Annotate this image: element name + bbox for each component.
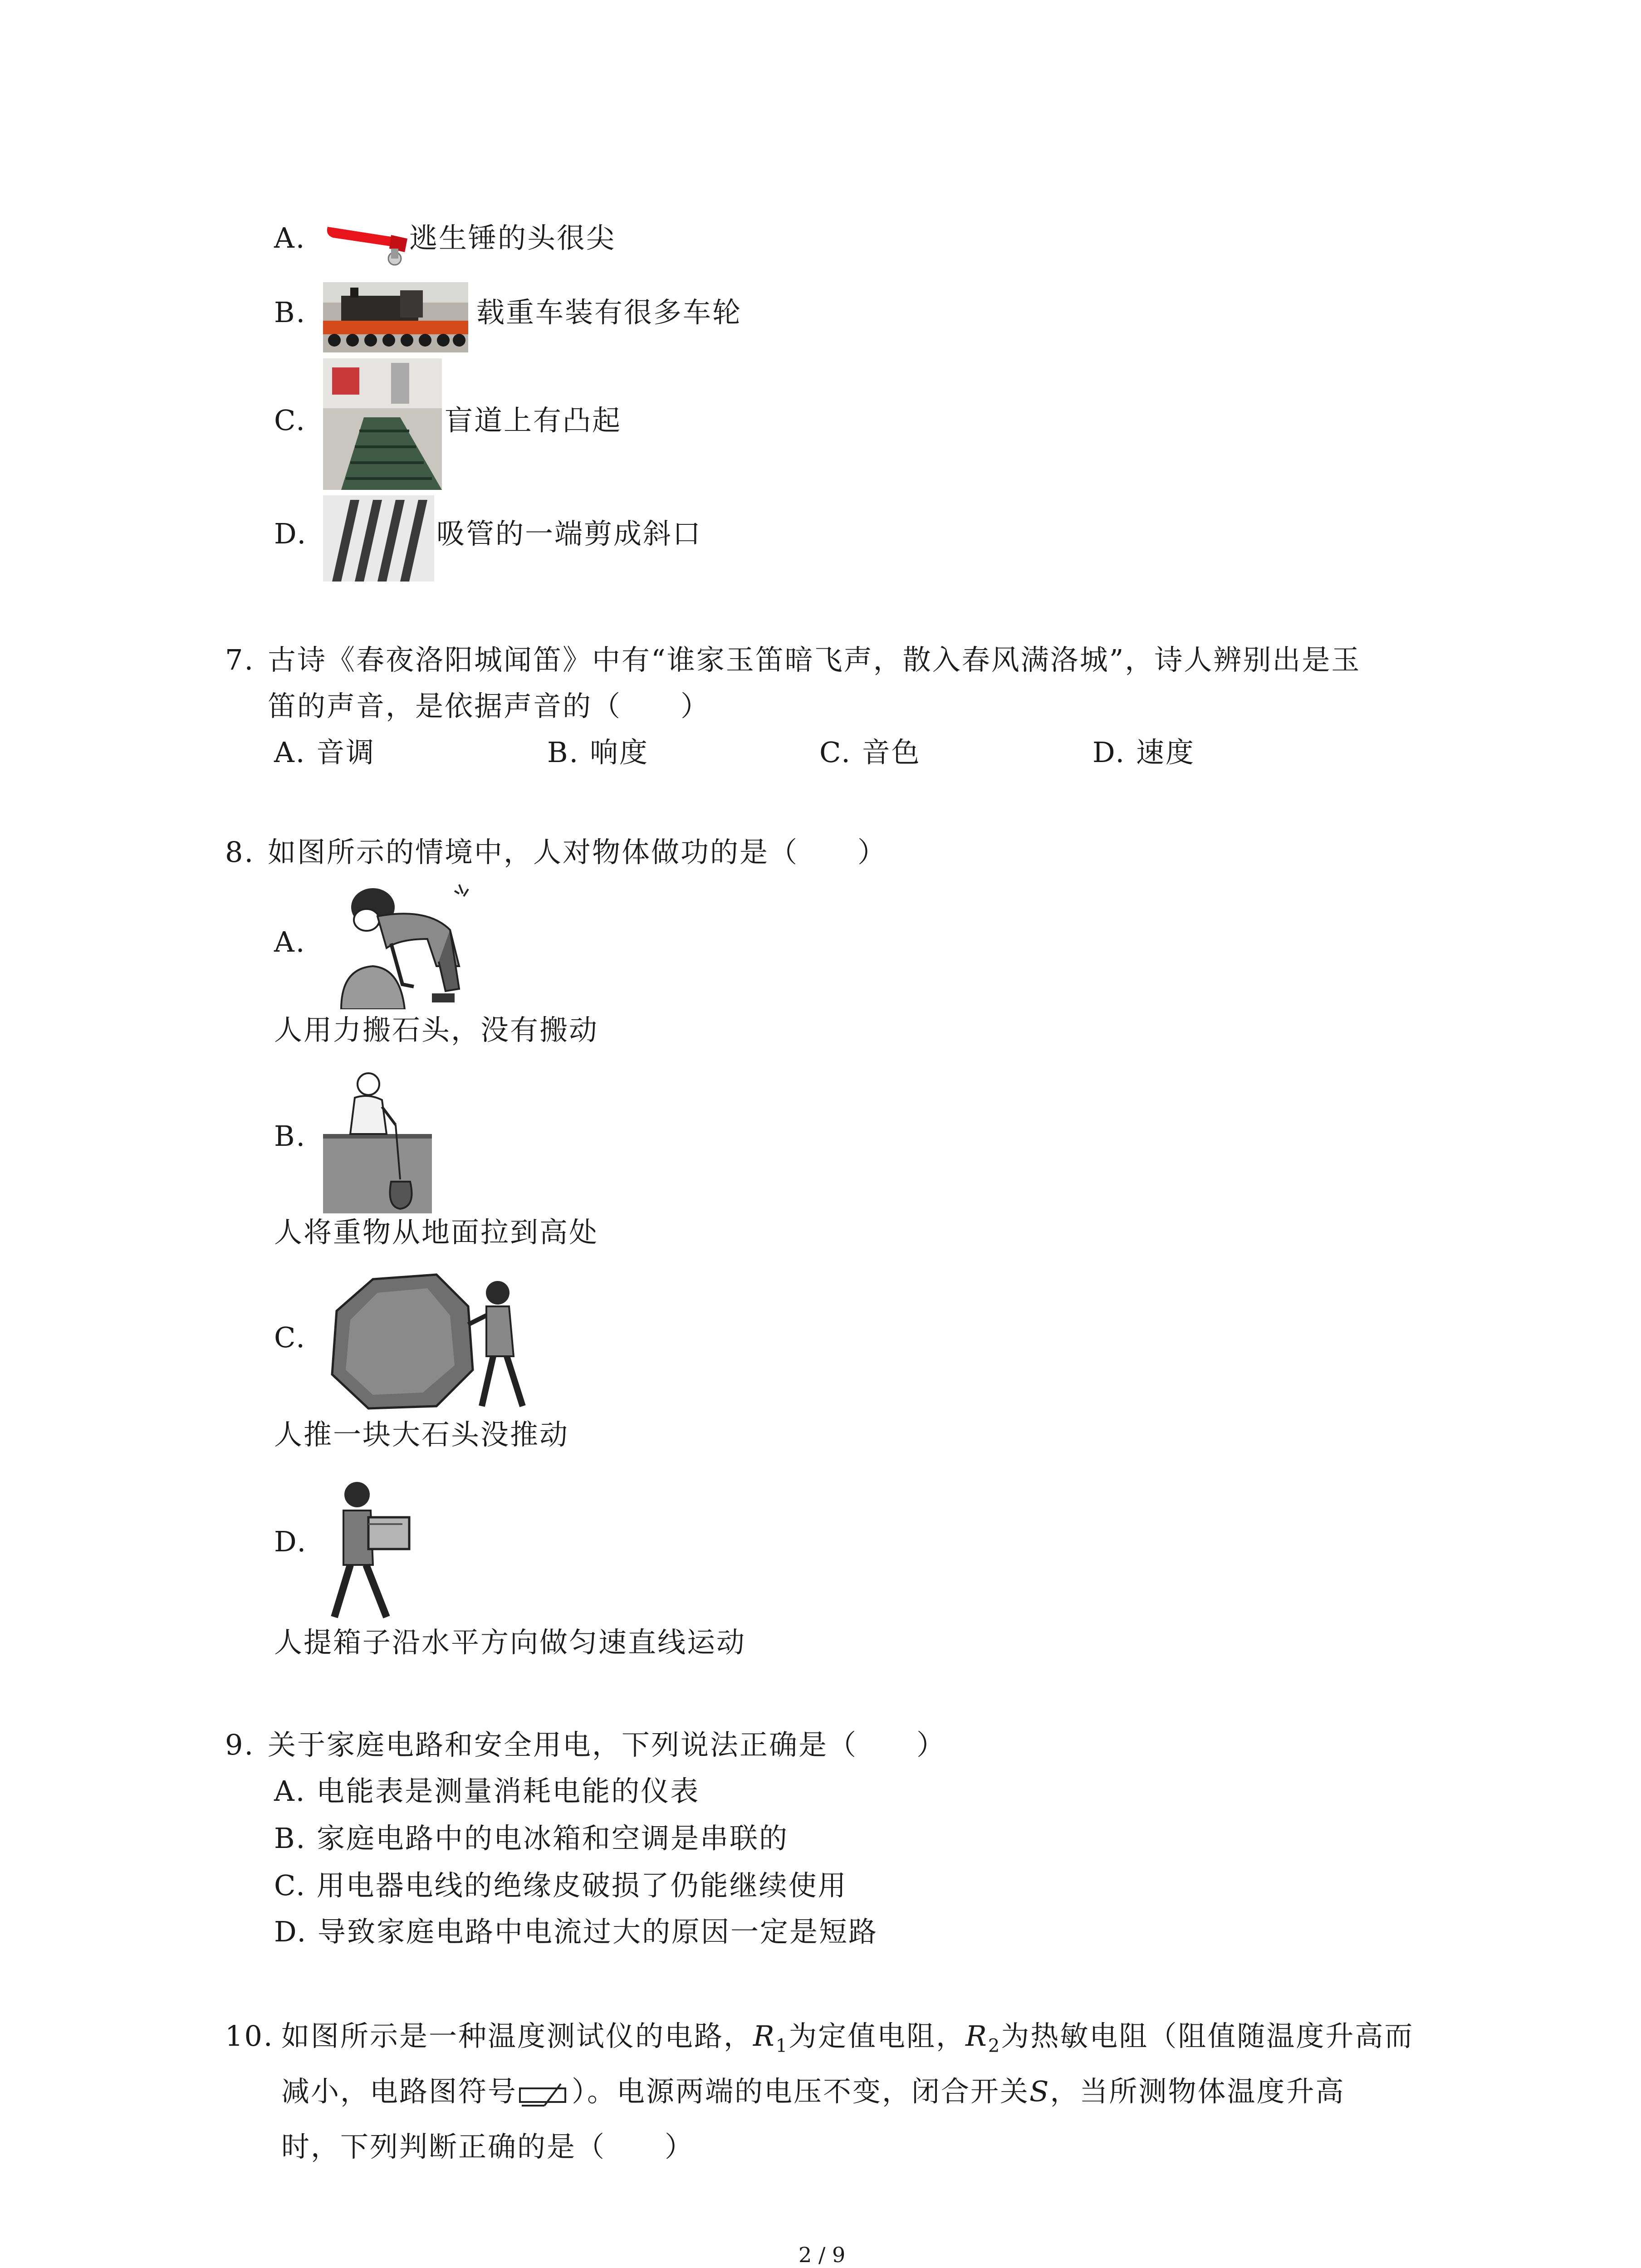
person-carrying-box-icon <box>323 1474 427 1624</box>
q6-option-b-letter: B. <box>274 296 307 329</box>
q6-option-a-letter: A. <box>274 221 306 254</box>
q8-option-d-caption: 人提箱子沿水平方向做匀速直线运动 <box>274 1626 746 1659</box>
q10-stem-line2: 减小，电路图符号 ）。电源两端的电压不变，闭合开关S，当所测物体温度升高 <box>281 2075 1345 2108</box>
person-pushing-boulder-icon <box>323 1270 541 1413</box>
q7-stem-line1: 古诗《春夜洛阳城闻笛》中有“谁家玉笛暗飞声，散入春风满洛城”，诗人辨别出是玉 <box>268 643 1361 676</box>
q8-option-a-letter: A. <box>274 925 306 958</box>
q7-stem-line2: 笛的声音，是依据声音的（ ） <box>268 689 710 723</box>
q8-option-c-letter: C. <box>274 1321 306 1354</box>
q9-stem: 关于家庭电路和安全用电，下列说法正确是（ ） <box>268 1728 946 1761</box>
q9-option-d: D. 导致家庭电路中电流过大的原因一定是短路 <box>274 1915 878 1948</box>
q10-stem-line3: 时，下列判断正确的是（ ） <box>281 2130 695 2163</box>
q6-option-d-text: 吸管的一端剪成斜口 <box>436 517 702 550</box>
q7-option-a: A. 音调 <box>274 736 376 769</box>
q8-stem: 如图所示的情境中，人对物体做功的是（ ） <box>268 836 887 869</box>
page-number: 2 / 9 <box>798 2243 846 2267</box>
q10-stem-line1: 如图所示是一种温度测试仪的电路，$R_1$为定值电阻，$R_2$为热敏电阻（阻值随温度升高而 <box>281 2019 1414 2057</box>
q7-option-b: B. 响度 <box>547 736 649 769</box>
q9-option-b: B. 家庭电路中的电冰箱和空调是串联的 <box>274 1822 789 1855</box>
q8-number: 8. <box>225 836 255 869</box>
q8-option-a-caption: 人用力搬石头，没有搬动 <box>274 1013 599 1046</box>
heavy-truck-icon <box>323 282 468 352</box>
q6-option-c-letter: C. <box>274 404 306 437</box>
person-lifting-stone-icon <box>323 880 473 1009</box>
escape-hammer-icon <box>323 217 409 271</box>
q10-number: 10. <box>225 2019 274 2053</box>
q9-option-a: A. 电能表是测量消耗电能的仪表 <box>274 1774 700 1808</box>
q9-option-c: C. 用电器电线的绝缘皮破损了仍能继续使用 <box>274 1869 847 1902</box>
q6-option-c-text: 盲道上有凸起 <box>445 404 622 437</box>
q6-option-a-text: 逃生锤的头很尖 <box>409 221 616 254</box>
q8-option-d-letter: D. <box>274 1525 308 1558</box>
q6-option-b-text: 载重车装有很多车轮 <box>476 296 742 329</box>
q8-option-b-caption: 人将重物从地面拉到高处 <box>274 1216 599 1249</box>
thermistor-symbol-icon <box>517 2080 572 2107</box>
person-pulling-weight-icon <box>323 1066 432 1213</box>
q8-option-b-letter: B. <box>274 1119 307 1153</box>
q9-number: 9. <box>225 1728 255 1761</box>
q7-option-c: C. 音色 <box>819 736 921 769</box>
straws-icon <box>323 495 434 582</box>
q6-option-d-letter: D. <box>274 517 308 550</box>
q7-option-d: D. 速度 <box>1092 736 1195 769</box>
q8-option-c-caption: 人推一块大石头没推动 <box>274 1418 569 1451</box>
q7-number: 7. <box>225 643 255 676</box>
tactile-paving-icon <box>323 358 442 490</box>
